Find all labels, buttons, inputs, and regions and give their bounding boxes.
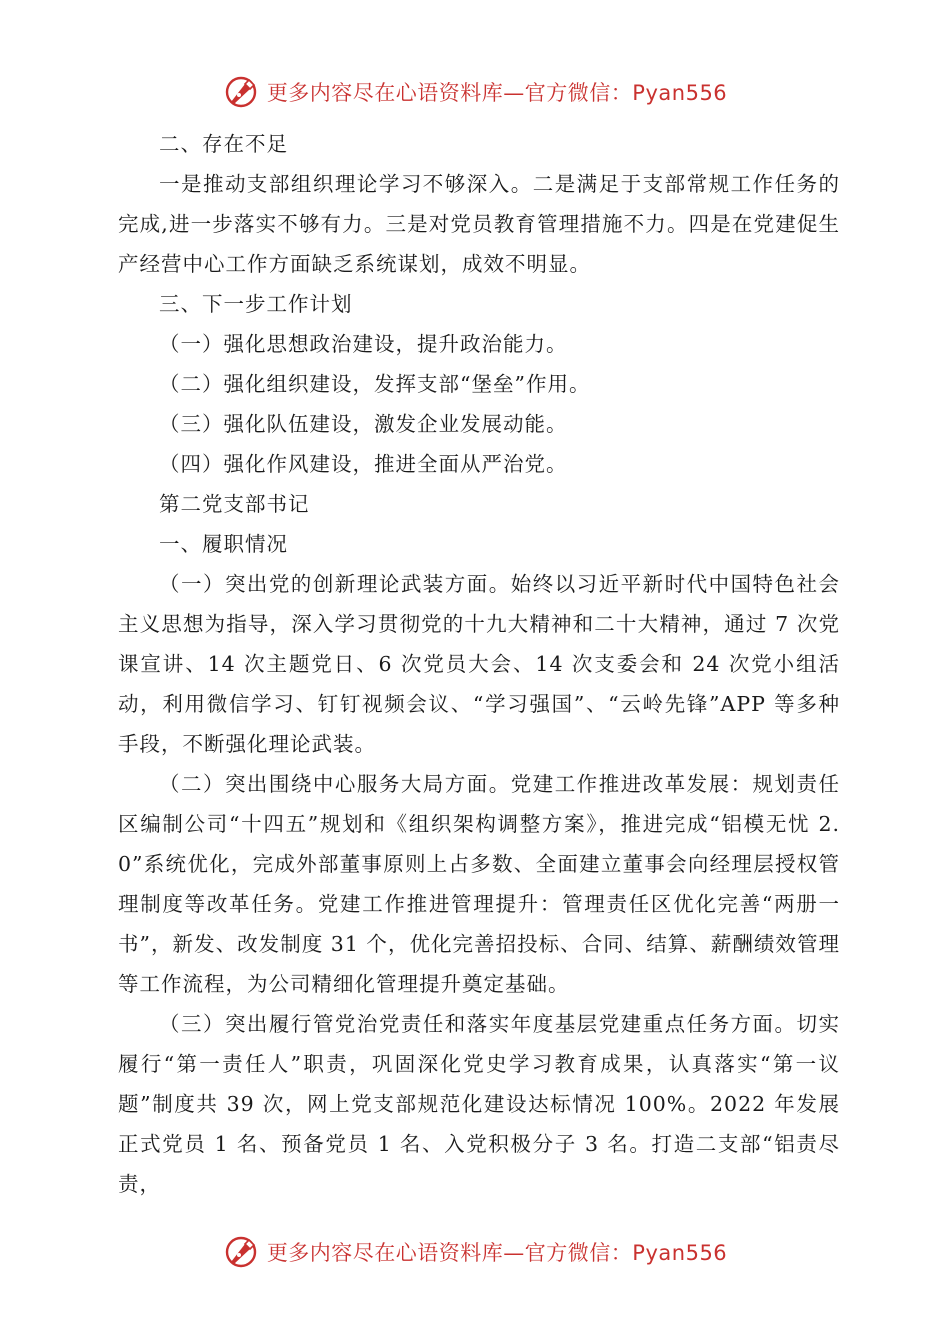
plan-item: （四）强化作风建设，推进全面从严治党。 [159,452,568,476]
watermark-banner-bottom [0,1230,950,1274]
watermark-text: 更多内容尽在心语资料库—官方微信：Pyan556 [266,81,728,105]
section-heading: 一、履职情况 [159,532,288,556]
section-heading: 三、下一步工作计划 [159,292,353,316]
pen-nib-logo-icon [223,1234,259,1270]
watermark-text: 更多内容尽在心语资料库—官方微信：Pyan556 [266,1241,728,1265]
subtitle: 第二党支部书记 [159,492,310,516]
body-paragraph: （一）突出党的创新理论武装方面。始终以习近平新时代中国特色社会主义思想为指导，深入学习贯彻党的十九大精神和二十大精神，通过 7 次党课宣讲、14 次主题党日、6 次党员大会、14 次支委会和 24 次党小组活动，利用微信学习、钉钉视频会议、“学习强国”、“云岭先锋”APP 等多种手段，不断强化理论武装。 [118,572,840,756]
plan-item: （二）强化组织建设，发挥支部“堡垒”作用。 [159,372,591,396]
plan-item: （一）强化思想政治建设，提升政治能力。 [159,332,568,356]
body-paragraph: （三）突出履行管党治党责任和落实年度基层党建重点任务方面。切实履行“第一责任人”职责，巩固深化党史学习教育成果，认真落实“第一议题”制度共 39 次，网上党支部规范化建设达标情况 100%。2022 年发展正式党员 1 名、预备党员 1 名、入党积极分子 3 名。打造二支部“铝责尽责， [118,1012,840,1196]
plan-item: （三）强化队伍建设，激发企业发展动能。 [159,412,568,436]
body-paragraph: 一是推动支部组织理论学习不够深入。二是满足于支部常规工作任务的完成,进一步落实不够有力。三是对党员教育管理措施不力。四是在党建促生产经营中心工作方面缺乏系统谋划，成效不明显。 [118,172,840,276]
pen-nib-logo-icon [223,74,259,110]
section-heading: 二、存在不足 [159,132,288,156]
watermark-banner-top [0,70,950,114]
document-body [118,124,840,1204]
body-paragraph: （二）突出围绕中心服务大局方面。党建工作推进改革发展：规划责任区编制公司“十四五”规划和《组织架构调整方案》，推进完成“铝模无忧 2.0”系统优化，完成外部董事原则上占多数、全面建立董事会向经理层授权管理制度等改革任务。党建工作推进管理提升：管理责任区优化完善“两册一书”，新发、改发制度 31 个，优化完善招投标、合同、结算、薪酬绩效管理等工作流程，为公司精细化管理提升奠定基础。 [118,772,840,996]
